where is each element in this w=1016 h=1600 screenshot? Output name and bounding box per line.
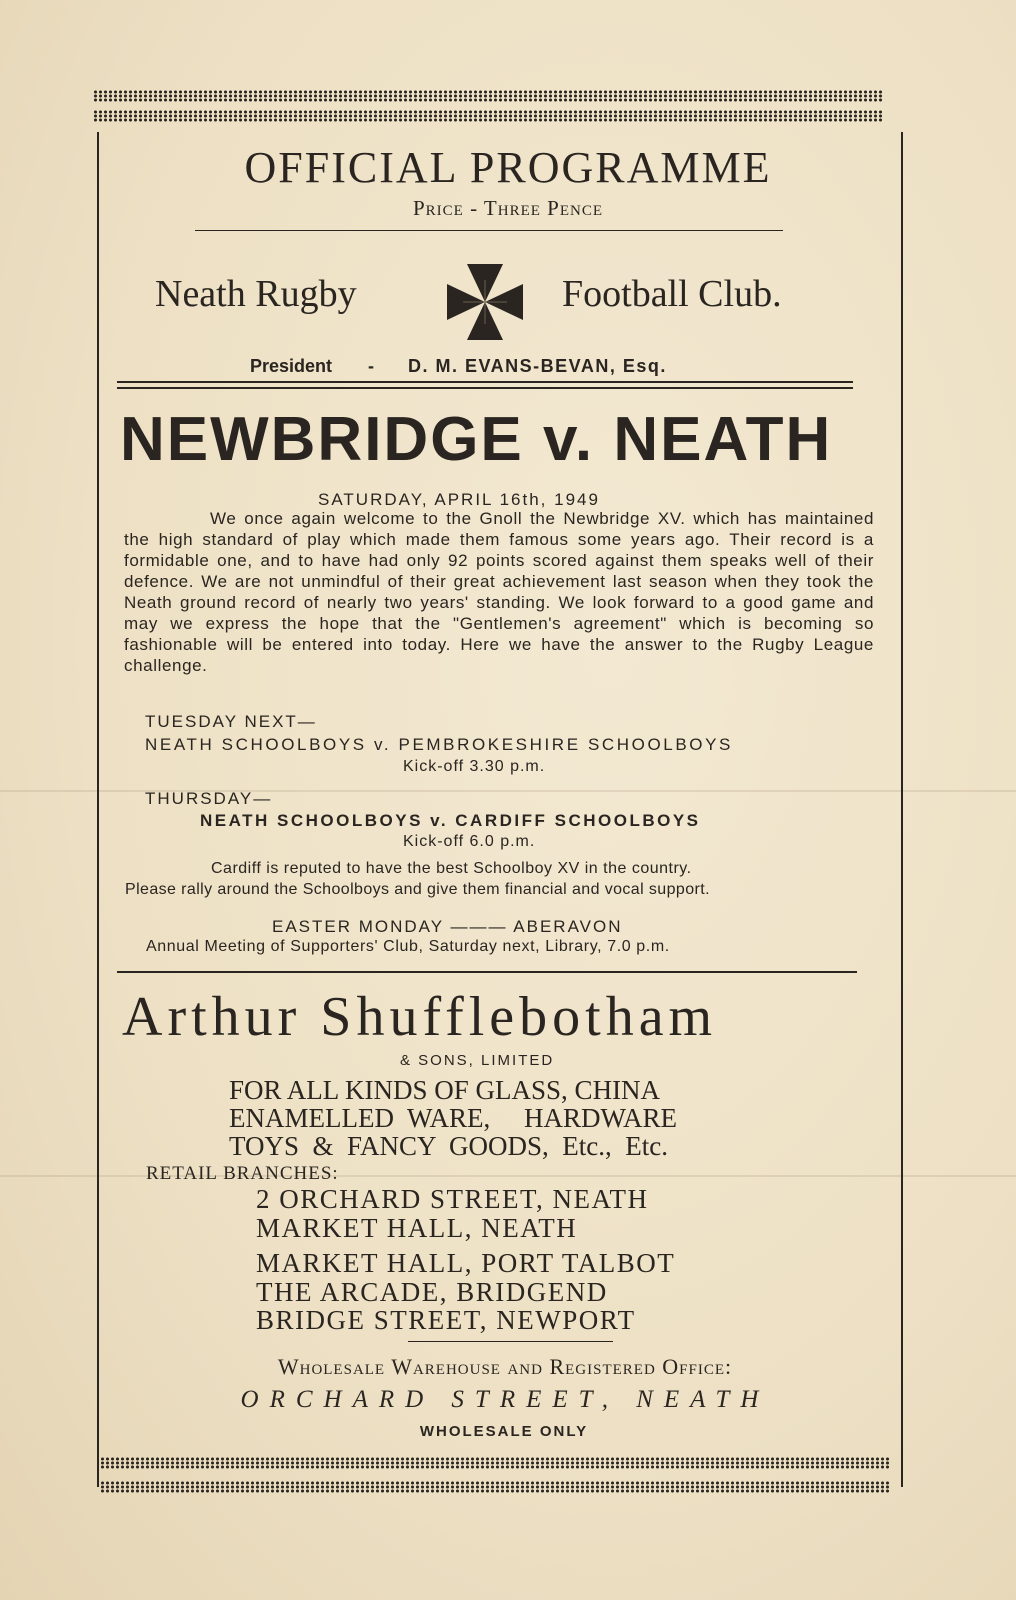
thursday-label: THURSDAY— [145, 789, 273, 808]
warehouse-address: ORCHARD STREET, NEATH [240, 1386, 770, 1413]
price-line: Price - Three Pence [412, 196, 604, 220]
thursday-match: NEATH SCHOOLBOYS v. CARDIFF SCHOOLBOYS [200, 811, 701, 830]
president-name: D. M. EVANS-BEVAN, Esq. [408, 356, 667, 376]
club-name-left: Neath Rugby [155, 273, 357, 315]
divider [117, 381, 853, 383]
tuesday-match: NEATH SCHOOLBOYS v. PEMBROKESHIRE SCHOOLBOYS [145, 735, 733, 754]
divider [195, 230, 783, 231]
match-title: NEWBRIDGE v. NEATH [120, 405, 833, 474]
branch-address: 2 ORCHARD STREET, NEATH [256, 1184, 649, 1214]
programme-title: OFFICIAL PROGRAMME [244, 143, 772, 192]
branch-address: THE ARCADE, BRIDGEND [256, 1277, 608, 1307]
schoolboy-appeal: Please rally around the Schoolboys and give them financial and vocal support. [125, 881, 710, 898]
president-separator: - [368, 356, 374, 376]
easter-fixture: EASTER MONDAY ——— ABERAVON [272, 917, 623, 936]
divider [117, 971, 857, 973]
advert-company-name: Arthur Shufflebotham [122, 986, 718, 1048]
match-notes: We once again welcome to the Gnoll the Newbridge XV. which has maintained the high standard of play which made them famous some years ago. Their record is a formidable one, and to have had only 92 points scored against them speaks well of their defence. We are not unmindful of their great achievement last season when they took the Neath ground record of nearly two years' standing. We look forward to a good game and may we express the hope that the "Gentlemen's agreement" which is becoming so fashionable will be entered into today. Here we have the answer to the Rugby League challenge. [124, 509, 874, 675]
branch-address: BRIDGE STREET, NEWPORT [256, 1305, 636, 1335]
goods-line: FOR ALL KINDS OF GLASS, CHINA [229, 1075, 661, 1105]
top-border [93, 110, 883, 122]
tuesday-kickoff: Kick-off 3.30 p.m. [403, 758, 546, 775]
divider [408, 1341, 613, 1342]
president-label: President [250, 356, 333, 376]
thursday-kickoff: Kick-off 6.0 p.m. [403, 833, 536, 850]
bottom-border [100, 1457, 890, 1469]
club-name-right: Football Club. [562, 273, 782, 315]
divider [117, 387, 853, 389]
advert-sons: & SONS, LIMITED [400, 1052, 555, 1069]
branch-address: MARKET HALL, PORT TALBOT [256, 1248, 676, 1278]
goods-line: ENAMELLED WARE, HARDWARE [229, 1103, 677, 1133]
match-date: SATURDAY, APRIL 16th, 1949 [318, 490, 600, 509]
maltese-cross-icon [445, 262, 525, 342]
supporters-meeting: Annual Meeting of Supporters' Club, Saturday next, Library, 7.0 p.m. [146, 938, 670, 955]
goods-line: TOYS & FANCY GOODS, Etc., Etc. [229, 1131, 669, 1161]
schoolboy-note: Cardiff is reputed to have the best Schoolboy XV in the country. [211, 860, 692, 877]
branch-address: MARKET HALL, NEATH [256, 1213, 578, 1243]
top-border [93, 90, 883, 102]
wholesale-only-note: WHOLESALE ONLY [419, 1423, 589, 1440]
bottom-border [100, 1481, 890, 1493]
retail-branches-label: RETAIL BRANCHES: [146, 1163, 339, 1184]
tuesday-label: TUESDAY NEXT— [145, 712, 317, 731]
warehouse-heading: Wholesale Warehouse and Registered Office: [277, 1354, 733, 1379]
